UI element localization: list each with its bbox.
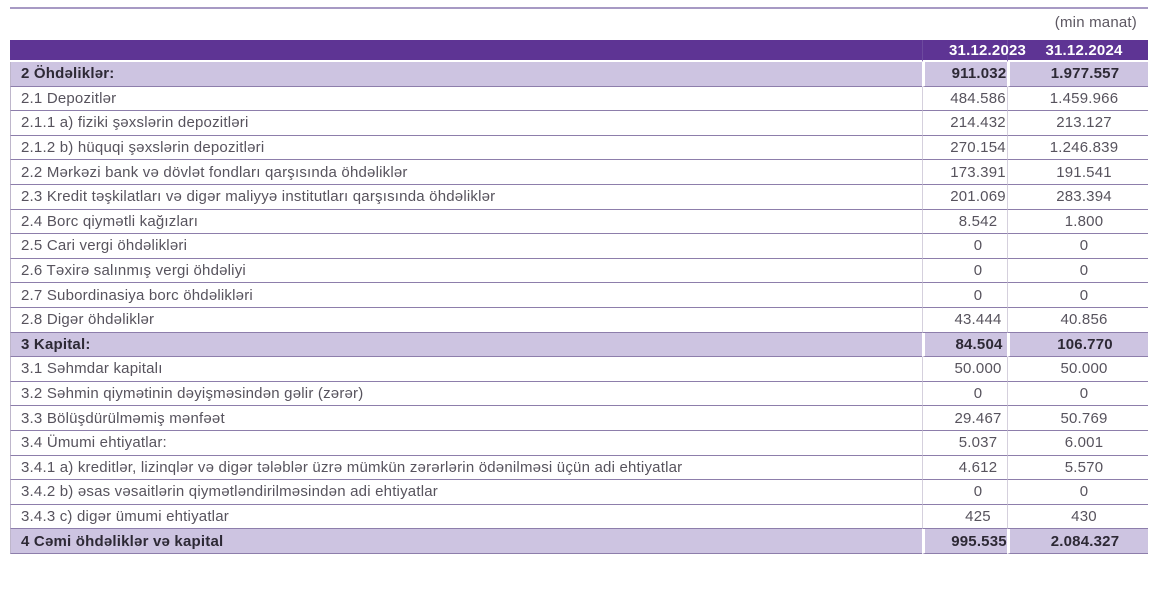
- value-2023: 484.586: [922, 87, 1007, 112]
- header-row: [10, 40, 1148, 62]
- value-2023: 4.612: [922, 456, 1007, 481]
- header-spacer: [10, 40, 922, 62]
- row-label: 3.1 Səhmdar kapitalı: [10, 357, 922, 382]
- row-label: 2.5 Cari vergi öhdəlikləri: [10, 234, 922, 259]
- row-label: 4 Cəmi öhdəliklər və kapital: [10, 529, 922, 554]
- table-row: [10, 406, 1148, 431]
- row-label: 3.4 Ümumi ehtiyatlar:: [10, 431, 922, 456]
- table-row: [10, 505, 1148, 530]
- top-rule: [10, 7, 1148, 9]
- column-header-2024: 31.12.2024: [1007, 40, 1148, 62]
- table-row: [10, 308, 1148, 333]
- value-2024: 1.459.966: [1007, 87, 1148, 112]
- row-label: 3.2 Səhmin qiymətinin dəyişməsindən gəlir (zərər): [10, 382, 922, 407]
- table-row: [10, 160, 1148, 185]
- value-2023: 8.542: [922, 210, 1007, 235]
- row-label: 2 Öhdəliklər:: [10, 62, 922, 87]
- value-2023: 0: [922, 234, 1007, 259]
- row-label: 2.1.1 a) fiziki şəxslərin depozitləri: [10, 111, 922, 136]
- row-label: 2.8 Digər öhdəliklər: [10, 308, 922, 333]
- row-label: 3.4.3 c) digər ümumi ehtiyatlar: [10, 505, 922, 530]
- row-label: 2.1.2 b) hüquqi şəxslərin depozitləri: [10, 136, 922, 161]
- value-2023: 43.444: [922, 308, 1007, 333]
- table-row: [10, 382, 1148, 407]
- row-label: 2.7 Subordinasiya borc öhdəlikləri: [10, 283, 922, 308]
- value-2023: 50.000: [922, 357, 1007, 382]
- row-label: 3.3 Bölüşdürülməmiş mənfəət: [10, 406, 922, 431]
- value-2024: 213.127: [1007, 111, 1148, 136]
- table-row: [10, 283, 1148, 308]
- value-2024: 0: [1007, 283, 1148, 308]
- value-2023: 0: [922, 382, 1007, 407]
- table-row: [10, 111, 1148, 136]
- row-label: 2.6 Təxirə salınmış vergi öhdəliyi: [10, 259, 922, 284]
- value-2024: 50.769: [1007, 406, 1148, 431]
- row-label: 2.3 Kredit təşkilatları və digər maliyyə institutları qarşısında öhdəliklər: [10, 185, 922, 210]
- row-label: 3.4.1 a) kreditlər, lizinqlər və digər tələblər üzrə mümkün zərərlərin ödənilməsi üçün adi ehtiyatlar: [10, 456, 922, 481]
- value-2023: 173.391: [922, 160, 1007, 185]
- value-2023: 214.432: [922, 111, 1007, 136]
- table-row: [10, 136, 1148, 161]
- value-2024: 50.000: [1007, 357, 1148, 382]
- value-2023: 995.535: [922, 529, 1007, 554]
- table-row: [10, 480, 1148, 505]
- value-2023: 5.037: [922, 431, 1007, 456]
- row-label: 2.2 Mərkəzi bank və dövlət fondları qarşısında öhdəliklər: [10, 160, 922, 185]
- value-2024: 1.977.557: [1007, 62, 1148, 87]
- column-header-2023: 31.12.2023: [922, 40, 1007, 62]
- table-row: [10, 234, 1148, 259]
- value-2024: 5.570: [1007, 456, 1148, 481]
- value-2024: 283.394: [1007, 185, 1148, 210]
- table-row: [10, 210, 1148, 235]
- value-2023: 0: [922, 480, 1007, 505]
- value-2024: 6.001: [1007, 431, 1148, 456]
- value-2023: 425: [922, 505, 1007, 530]
- value-2024: 106.770: [1007, 333, 1148, 358]
- row-label: 2.4 Borc qiymətli kağızları: [10, 210, 922, 235]
- value-2023: 201.069: [922, 185, 1007, 210]
- table-row: [10, 529, 1148, 554]
- table-row: [10, 62, 1148, 87]
- table-row: [10, 456, 1148, 481]
- table-row: [10, 357, 1148, 382]
- value-2024: 0: [1007, 259, 1148, 284]
- value-2024: 1.800: [1007, 210, 1148, 235]
- value-2024: 0: [1007, 234, 1148, 259]
- value-2023: 270.154: [922, 136, 1007, 161]
- value-2023: 0: [922, 259, 1007, 284]
- value-2024: 1.246.839: [1007, 136, 1148, 161]
- unit-label: (min manat): [1054, 14, 1137, 31]
- value-2023: 0: [922, 283, 1007, 308]
- balance-sheet-table: [10, 40, 1148, 554]
- table-row: [10, 259, 1148, 284]
- value-2024: 430: [1007, 505, 1148, 530]
- table-row: [10, 431, 1148, 456]
- value-2024: 2.084.327: [1007, 529, 1148, 554]
- value-2023: 911.032: [922, 62, 1007, 87]
- row-label: 3.4.2 b) əsas vəsaitlərin qiymətləndirilməsindən adi ehtiyatlar: [10, 480, 922, 505]
- value-2023: 29.467: [922, 406, 1007, 431]
- value-2024: 40.856: [1007, 308, 1148, 333]
- value-2023: 84.504: [922, 333, 1007, 358]
- row-label: 3 Kapital:: [10, 333, 922, 358]
- table-row: [10, 87, 1148, 112]
- value-2024: 0: [1007, 382, 1148, 407]
- row-label: 2.1 Depozitlər: [10, 87, 922, 112]
- value-2024: 0: [1007, 480, 1148, 505]
- table-row: [10, 333, 1148, 358]
- table-header: [10, 40, 1148, 62]
- table-body: [10, 62, 1148, 554]
- table-row: [10, 185, 1148, 210]
- value-2024: 191.541: [1007, 160, 1148, 185]
